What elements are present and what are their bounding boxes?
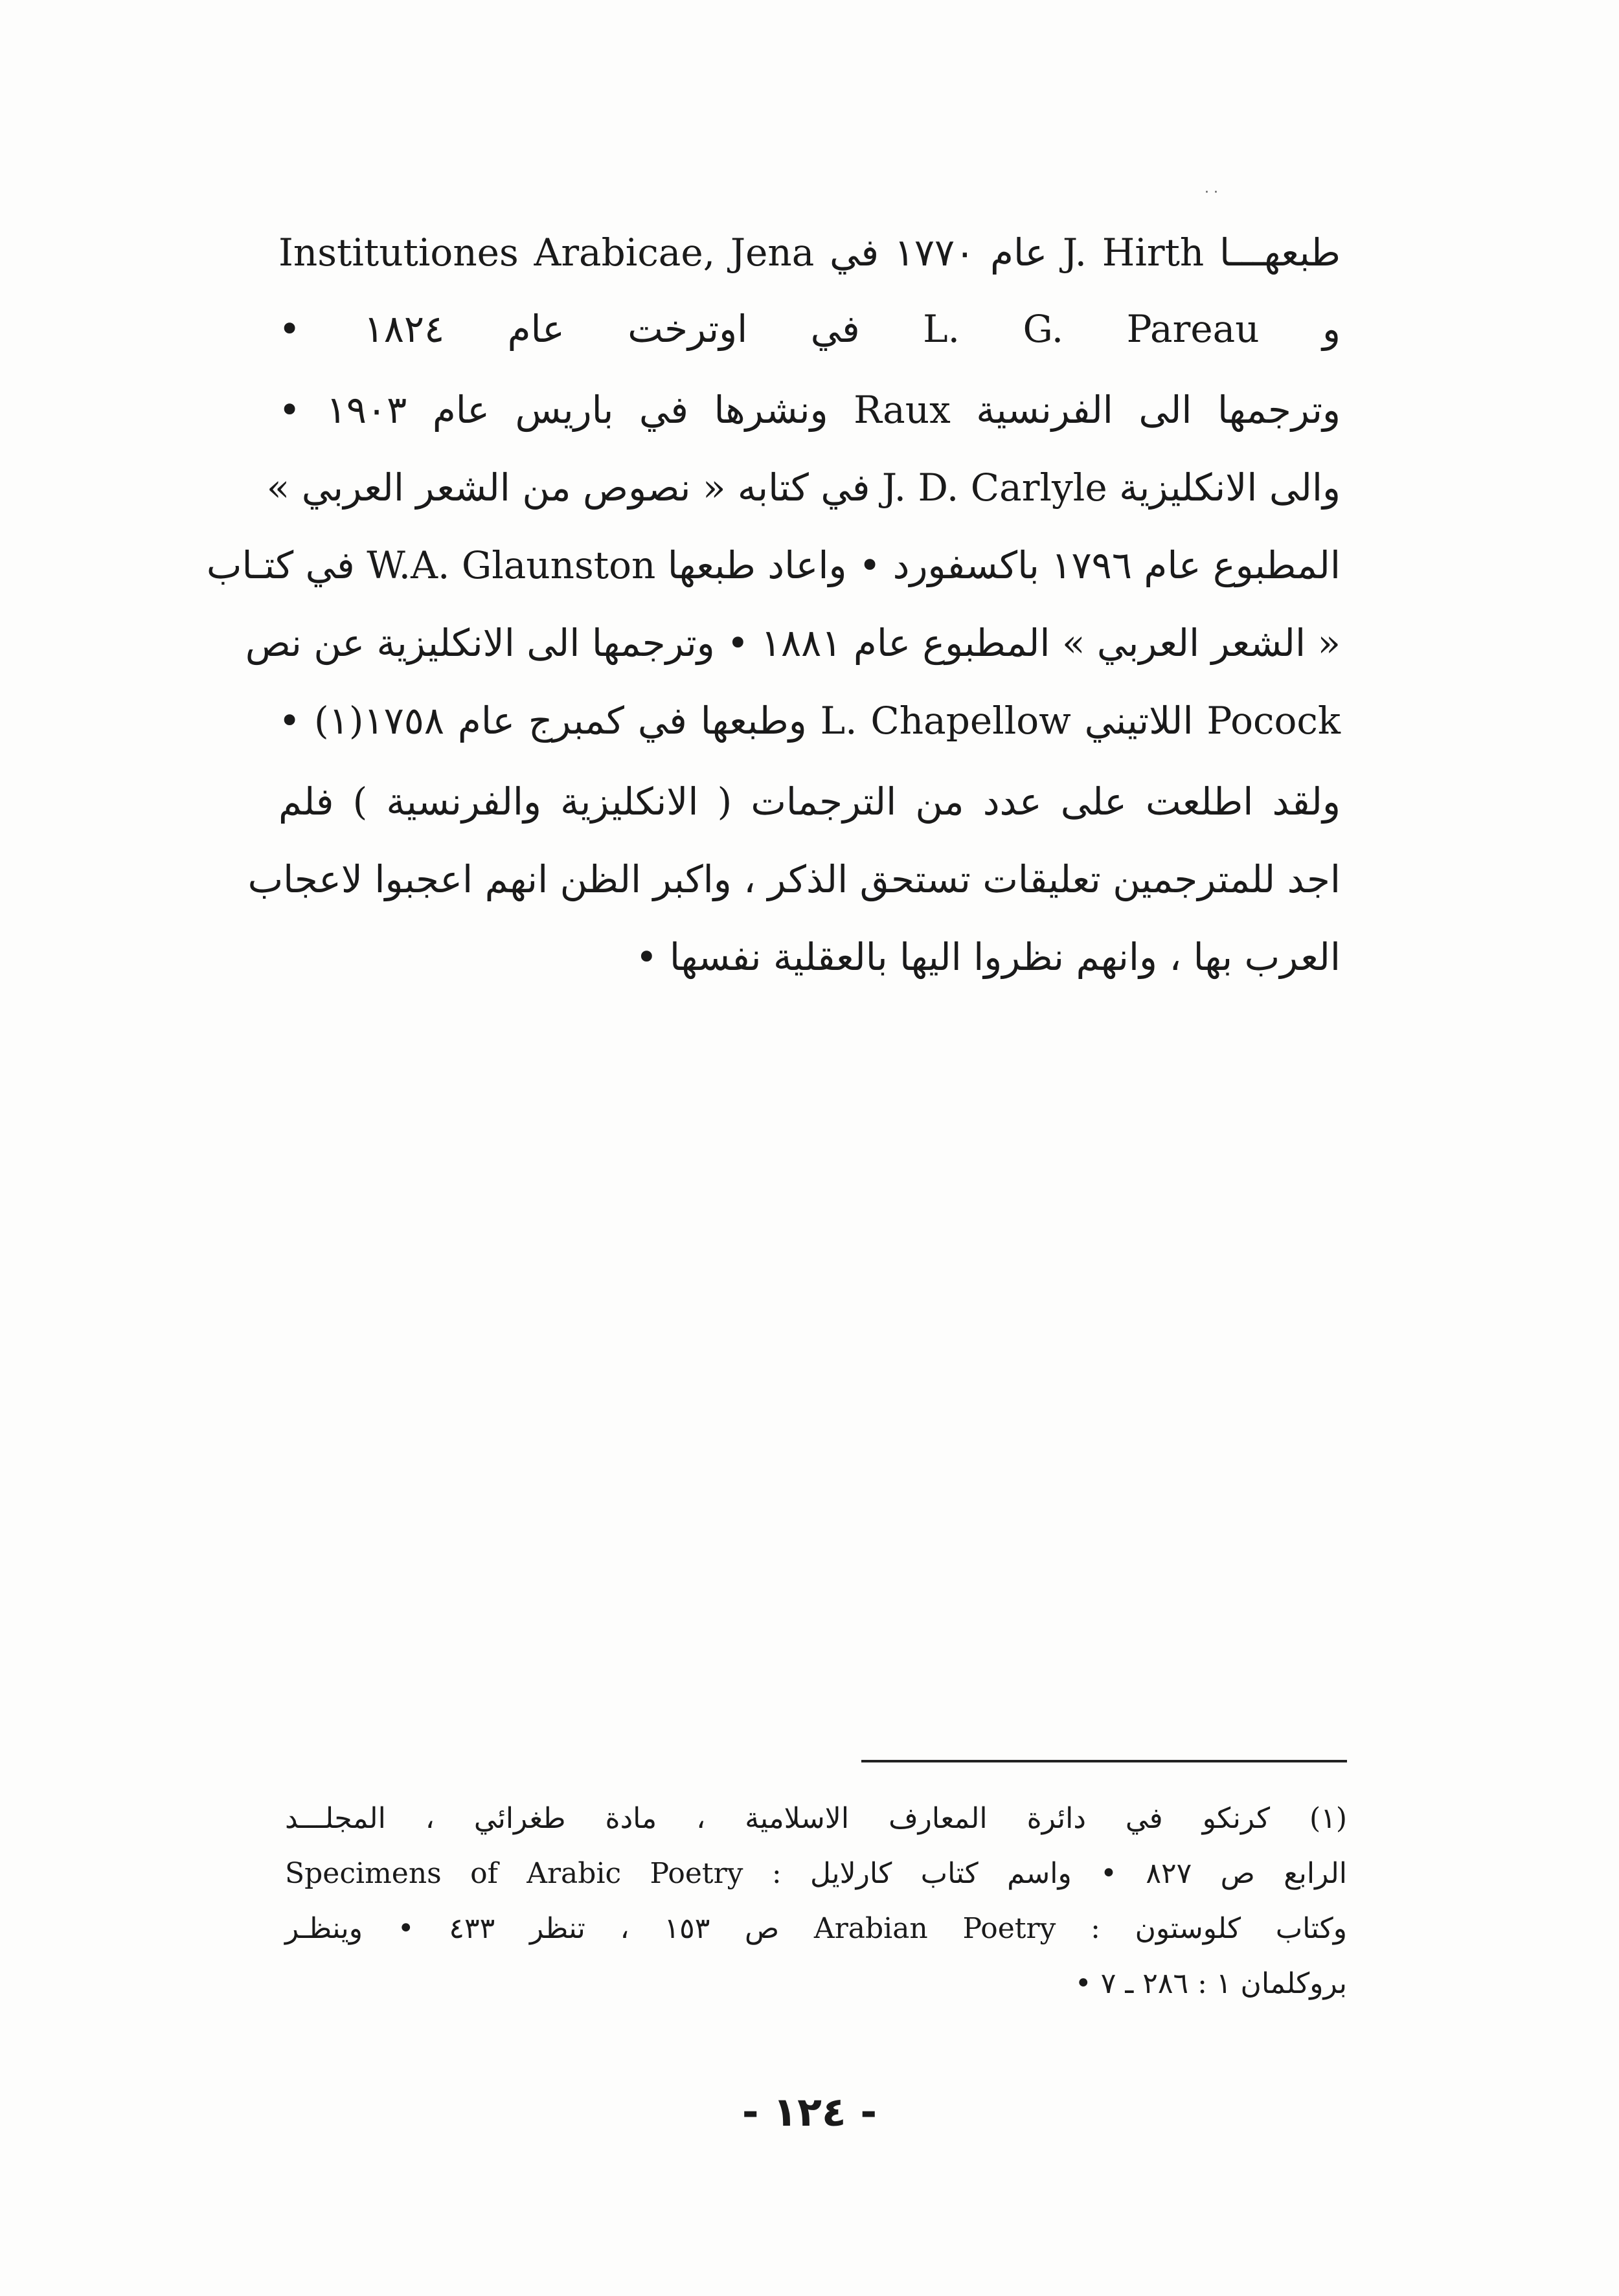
body-line-3: وترجمها الى الفرنسية Raux ونشرها في باريس عام ١٩٠٣ •	[278, 388, 1341, 432]
body-line-2: و L. G. Pareau في اوترخت عام ١٨٢٤ •	[278, 307, 1341, 351]
scan-speck: · ·	[1205, 185, 1218, 201]
body-line-6: « الشعر العربي » المطبوع عام ١٨٨١ • وترجمها الى الانكليزية عن نص	[245, 621, 1341, 665]
footnote-line-1: (١) كرنكو في دائرة المعارف الاسلامية ، مادة طغرائي ، المجلـــد	[285, 1802, 1348, 1835]
footnote-line-2: الرابع ص ٨٢٧ • واسم كتاب كارلايل : Specimens of Arabic Poetry	[285, 1857, 1348, 1890]
page-number: - ١٢٤ -	[742, 2088, 877, 2135]
footnote-line-3: وكتاب كلوستون : Arabian Poetry ص ١٥٣ ، تنظر ٤٣٣ • وينظـر	[285, 1912, 1348, 1945]
body-line-5: المطبوع عام ١٧٩٦ باكسفورد • واعاد طبعها W.A. Glaunston في كتـاب	[206, 543, 1341, 587]
body-line-7: Pocock اللاتيني L. Chapellow وطبعها في كمبرج عام ١٧٥٨(١) •	[278, 699, 1341, 743]
body-line-8: ولقد اطلعت على عدد من الترجمات ( الانكليزية والفرنسية ) فلم	[278, 780, 1341, 824]
footnote-separator	[861, 1760, 1347, 1762]
body-line-10: العرب بها ، وانهم نظروا اليها بالعقلية نفسها •	[635, 935, 1341, 979]
footnote-line-4: بروكلمان ١ : ٢٨٦ ـ ٧ •	[1074, 1967, 1347, 2000]
body-line-4: والى الانكليزية J. D. Carlyle في كتابه « نصوص من الشعر العربي »	[266, 466, 1341, 510]
body-line-9: اجد للمترجمين تعليقات تستحق الذكر ، واكبر الظن انهم اعجبوا لاعجاب	[247, 857, 1341, 901]
body-line-1: طبعهـــا J. Hirth عام ١٧٧٠ في Institutiones Arabicae, Jena	[278, 231, 1341, 275]
